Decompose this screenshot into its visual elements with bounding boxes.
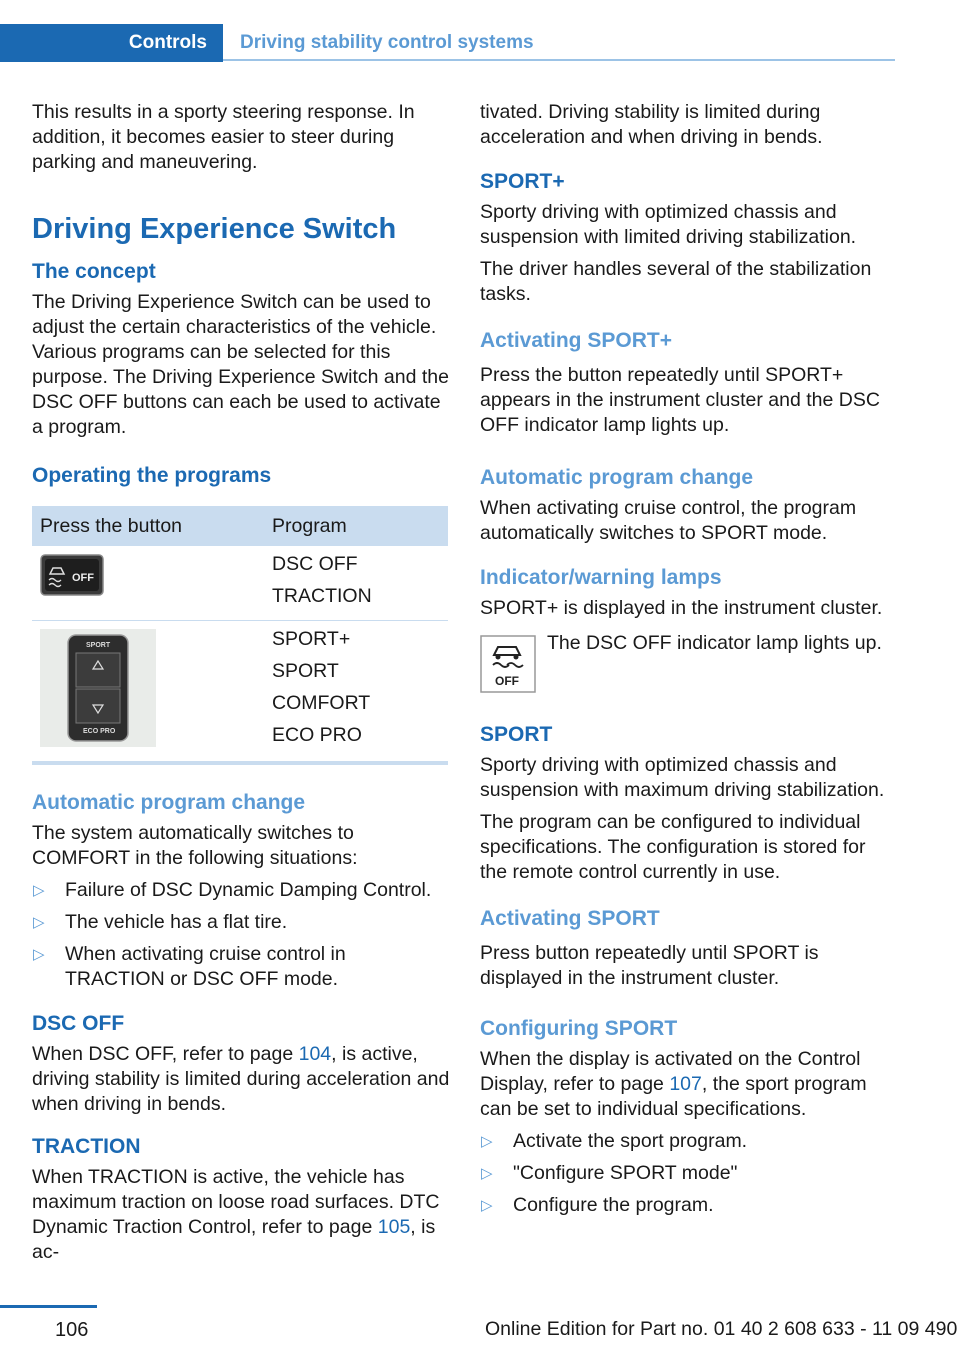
list-item: ▷ The vehicle has a flat tire. <box>33 911 288 933</box>
page-link-105[interactable]: 105 <box>377 1216 411 1238</box>
intro-paragraph: This results in a sporty steering response. In addition, it becomes easier to steer during parking and maneuvering. <box>32 101 415 173</box>
program-name: SPORT+ <box>272 628 351 650</box>
operating-heading: Operating the programs <box>32 464 272 487</box>
right-column <box>480 100 898 1225</box>
table-col-button: Press the button <box>32 506 264 546</box>
table-cell-button <box>32 546 264 621</box>
section-tab[interactable] <box>0 24 223 62</box>
program-name: ECO PRO <box>272 724 362 746</box>
lamp-description: The DSC OFF indicator lamp lights up. <box>547 632 882 654</box>
chapter-title: Driving stability control systems <box>240 32 534 53</box>
program-name: COMFORT <box>272 692 371 714</box>
activating-sport-heading: Activating SPORT <box>480 907 660 930</box>
list-item: ▷ Configure the program. <box>481 1194 714 1216</box>
configuring-sport-paragraph: When the display is activated on the Control Display, refer to page 107, the sport program can be set to individual specifications. <box>480 1048 867 1120</box>
table-header-row <box>32 506 448 546</box>
concept-heading: The concept <box>32 260 156 283</box>
programs-table <box>32 506 448 765</box>
dsc-off-paragraph: When DSC OFF, refer to page 104, is active, driving stability is limited during acceleration and when driving in bends. <box>32 1043 450 1115</box>
main-heading: Driving Experience Switch <box>32 213 397 245</box>
list-item: ▷ When activating cruise control in TRACTION or DSC OFF mode. <box>33 943 346 990</box>
indicator-lamps-paragraph: SPORT+ is displayed in the instrument cluster. <box>480 597 883 619</box>
edition-note: Online Edition for Part no. 01 40 2 608 633 - 11 09 490 <box>485 1318 958 1340</box>
bullet-triangle-icon: ▷ <box>33 914 45 931</box>
page-link-104[interactable]: 104 <box>298 1043 332 1065</box>
sport-paragraph-2: The program can be configured to individual specifications. The configuration is stored for the remote control currently in use. <box>480 811 866 883</box>
bullet-triangle-icon: ▷ <box>33 946 45 963</box>
program-name: TRACTION <box>272 585 372 607</box>
page-header <box>0 24 895 62</box>
activating-sport-plus-paragraph: Press the button repeatedly until SPORT+ appears in the instrument cluster and the DSC OFF indicator lamp lights up. <box>480 364 880 436</box>
dsc-off-heading: DSC OFF <box>32 1012 125 1035</box>
program-name: SPORT <box>272 660 339 682</box>
continued-paragraph: tivated. Driving stability is limited during acceleration and when driving in bends. <box>480 101 823 148</box>
table-row <box>32 621 448 764</box>
page-link-107[interactable]: 107 <box>669 1073 702 1095</box>
dsc-off-indicator-lamp-icon <box>480 635 536 693</box>
program-name: DSC OFF <box>272 553 358 575</box>
sport-plus-paragraph: Sporty driving with optimized chassis and suspension with limited driving stabilization. <box>480 201 857 248</box>
auto-change-heading: Automatic program change <box>32 791 306 814</box>
bullet-triangle-icon: ▷ <box>33 882 45 899</box>
driving-experience-switch-icon <box>40 629 156 747</box>
header-rule <box>223 59 895 61</box>
activating-sport-paragraph: Press button repeatedly until SPORT is displayed in the instrument cluster. <box>480 942 819 989</box>
bullet-triangle-icon: ▷ <box>481 1165 493 1182</box>
indicator-lamps-heading: Indicator/warning lamps <box>480 566 722 589</box>
table-row <box>32 546 448 621</box>
auto-change-heading-right: Automatic program change <box>480 466 754 489</box>
table-cell-program <box>264 546 448 621</box>
list-item: ▷ Activate the sport program. <box>481 1130 748 1152</box>
traction-heading: TRACTION <box>32 1135 141 1158</box>
sport-plus-heading: SPORT+ <box>480 170 565 193</box>
svg-text:SPORT: SPORT <box>86 642 111 649</box>
sport-heading: SPORT <box>480 723 553 746</box>
configuring-sport-heading: Configuring SPORT <box>480 1017 678 1040</box>
activating-sport-plus-heading: Activating SPORT+ <box>480 329 672 352</box>
configure-steps-list <box>480 1129 898 1218</box>
section-label: Controls <box>128 32 207 53</box>
list-item: ▷ "Configure SPORT mode" <box>481 1162 738 1184</box>
sport-plus-paragraph-2: The driver handles several of the stabilization tasks. <box>480 258 872 305</box>
concept-paragraph: The Driving Experience Switch can be used to adjust the certain characteristics of the vehicle. Various programs can be selected for this purpose. The Driving Experience Switch and the DSC OFF buttons can each be used to activate a program. <box>32 291 449 438</box>
auto-change-paragraph-right: When activating cruise control, the program automatically switches to SPORT mode. <box>480 497 857 544</box>
table-cell-program <box>264 621 448 764</box>
list-item: ▷ Failure of DSC Dynamic Damping Control. <box>33 879 432 901</box>
table-cell-button <box>32 621 264 764</box>
table-col-program: Program <box>264 506 448 546</box>
bullet-triangle-icon: ▷ <box>481 1197 493 1214</box>
svg-text:OFF: OFF <box>72 572 94 584</box>
sport-paragraph: Sporty driving with optimized chassis and suspension with maximum driving stabilization. <box>480 754 885 801</box>
page-number: 106 <box>55 1319 89 1341</box>
left-column <box>32 100 450 1272</box>
auto-change-paragraph: The system automatically switches to COMFORT in the following situations: <box>32 822 358 869</box>
bullet-triangle-icon: ▷ <box>481 1133 493 1150</box>
dsc-off-button-icon <box>40 554 104 596</box>
auto-change-list <box>32 878 450 992</box>
svg-text:OFF: OFF <box>495 674 519 688</box>
traction-paragraph: When TRACTION is active, the vehicle has maximum traction on loose road surfaces. DTC Dynamic Traction Control, refer to page 105, is ac- <box>32 1166 440 1263</box>
svg-text:ECO PRO: ECO PRO <box>83 728 116 735</box>
footer-rule <box>0 1305 97 1308</box>
lamp-row <box>480 631 898 697</box>
